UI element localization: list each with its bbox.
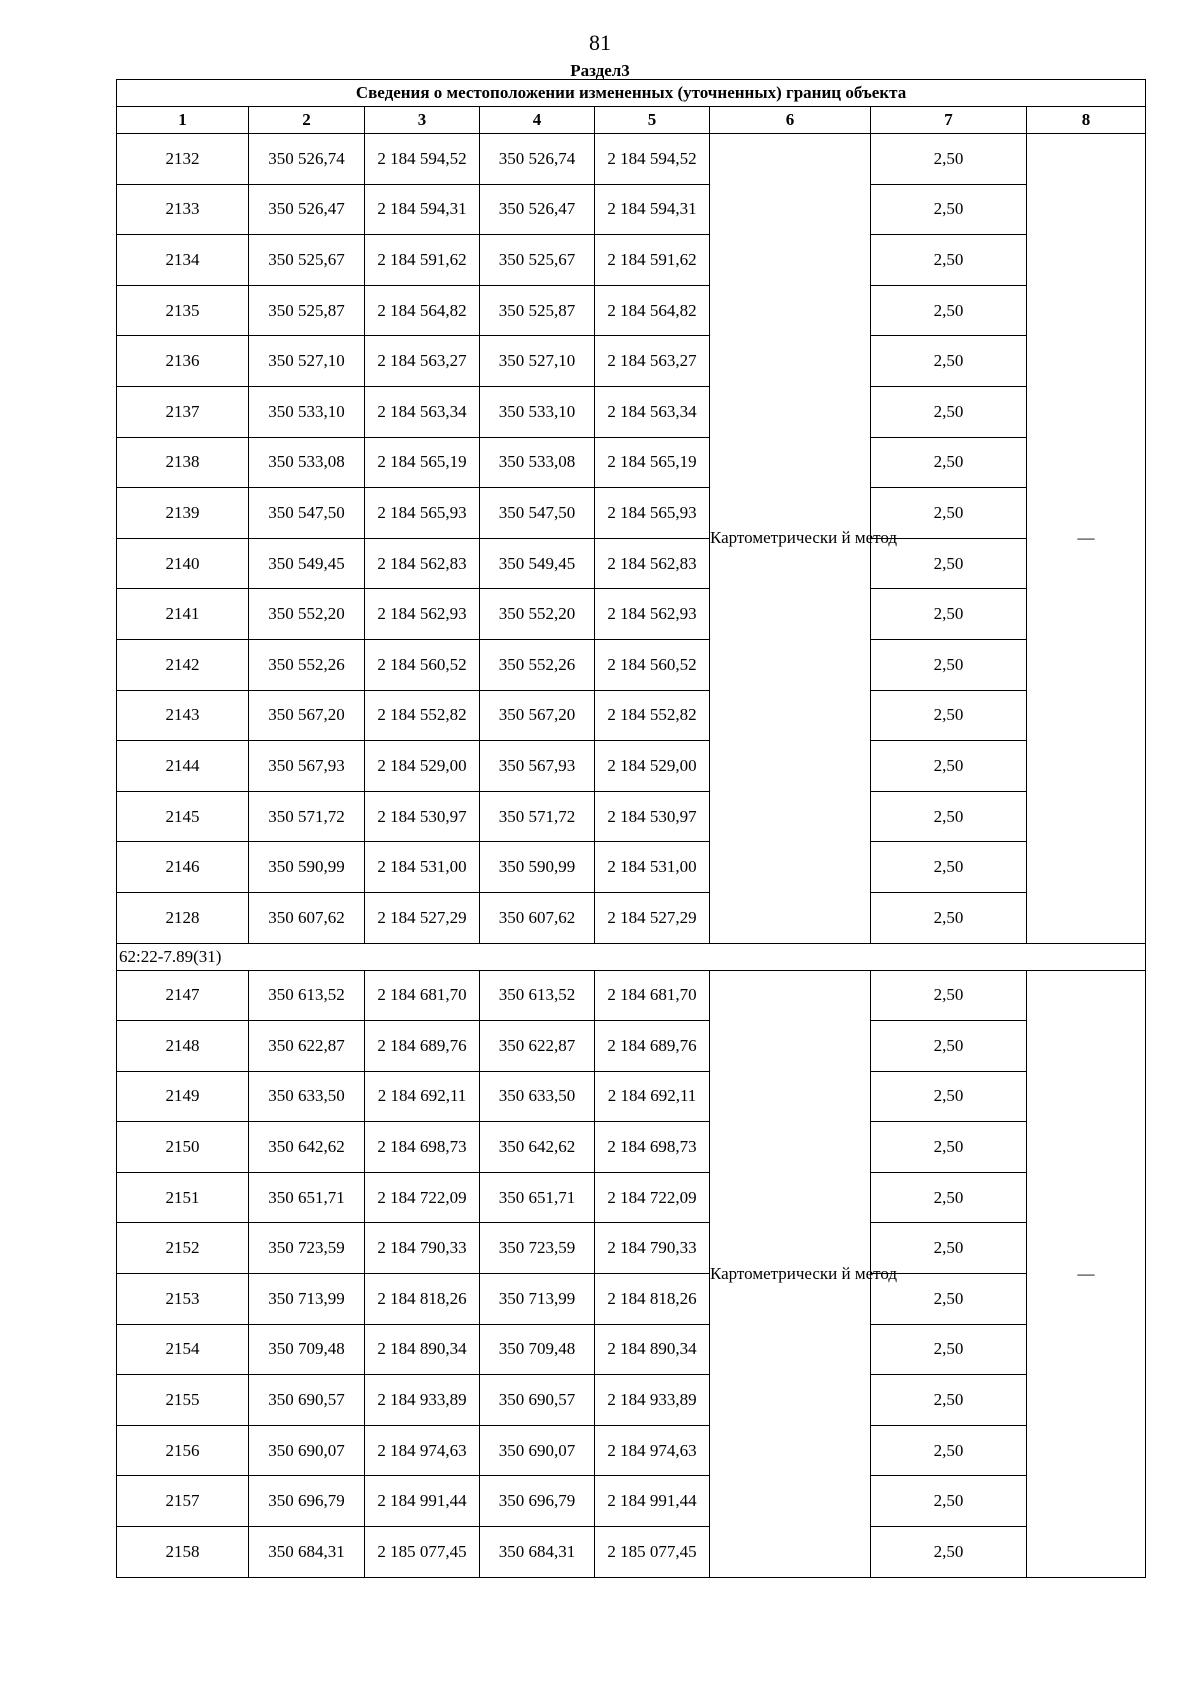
x-existing-cell: 350 622,87 bbox=[249, 1021, 365, 1072]
table-title-row bbox=[117, 80, 1146, 107]
point-number-cell: 2141 bbox=[117, 589, 249, 640]
point-number-cell: 2145 bbox=[117, 791, 249, 842]
accuracy-cell: 2,50 bbox=[871, 336, 1027, 387]
y-existing-cell: 2 184 563,34 bbox=[365, 386, 480, 437]
y-existing-cell: 2 184 531,00 bbox=[365, 842, 480, 893]
y-new-cell: 2 184 594,52 bbox=[595, 134, 710, 185]
x-new-cell: 350 713,99 bbox=[480, 1274, 595, 1325]
y-existing-cell: 2 184 594,52 bbox=[365, 134, 480, 185]
page-number: 81 bbox=[589, 30, 611, 55]
x-new-cell: 350 526,47 bbox=[480, 184, 595, 235]
x-existing-cell: 350 713,99 bbox=[249, 1274, 365, 1325]
table-row bbox=[117, 1324, 1146, 1375]
x-existing-cell: 350 684,31 bbox=[249, 1527, 365, 1578]
y-new-cell: 2 184 527,29 bbox=[595, 892, 710, 943]
x-new-cell: 350 525,67 bbox=[480, 235, 595, 286]
x-new-cell: 350 709,48 bbox=[480, 1324, 595, 1375]
accuracy-cell: 2,50 bbox=[871, 285, 1027, 336]
x-existing-cell: 350 642,62 bbox=[249, 1122, 365, 1173]
accuracy-cell: 2,50 bbox=[871, 1021, 1027, 1072]
section-title: Раздел3 bbox=[570, 61, 630, 80]
accuracy-cell: 2,50 bbox=[871, 1425, 1027, 1476]
point-number-cell: 2139 bbox=[117, 488, 249, 539]
point-number-cell: 2134 bbox=[117, 235, 249, 286]
accuracy-cell: 2,50 bbox=[871, 1122, 1027, 1173]
table-row bbox=[117, 1122, 1146, 1173]
point-number-cell: 2157 bbox=[117, 1476, 249, 1527]
x-existing-cell: 350 607,62 bbox=[249, 892, 365, 943]
y-existing-cell: 2 184 974,63 bbox=[365, 1425, 480, 1476]
x-existing-cell: 350 552,26 bbox=[249, 639, 365, 690]
method-cell: Картометрически й метод bbox=[710, 134, 871, 944]
x-new-cell: 350 690,07 bbox=[480, 1425, 595, 1476]
x-existing-cell: 350 590,99 bbox=[249, 842, 365, 893]
x-new-cell: 350 552,20 bbox=[480, 589, 595, 640]
x-new-cell: 350 571,72 bbox=[480, 791, 595, 842]
y-new-cell: 2 184 790,33 bbox=[595, 1223, 710, 1274]
x-new-cell: 350 690,57 bbox=[480, 1375, 595, 1426]
x-existing-cell: 350 547,50 bbox=[249, 488, 365, 539]
x-new-cell: 350 567,20 bbox=[480, 690, 595, 741]
table-row bbox=[117, 1375, 1146, 1426]
y-new-cell: 2 184 564,82 bbox=[595, 285, 710, 336]
x-existing-cell: 350 690,57 bbox=[249, 1375, 365, 1426]
y-new-cell: 2 184 818,26 bbox=[595, 1274, 710, 1325]
table-row bbox=[117, 589, 1146, 640]
x-existing-cell: 350 696,79 bbox=[249, 1476, 365, 1527]
accuracy-cell: 2,50 bbox=[871, 437, 1027, 488]
y-existing-cell: 2 184 527,29 bbox=[365, 892, 480, 943]
y-new-cell: 2 184 531,00 bbox=[595, 842, 710, 893]
point-number-cell: 2142 bbox=[117, 639, 249, 690]
accuracy-cell: 2,50 bbox=[871, 842, 1027, 893]
x-new-cell: 350 549,45 bbox=[480, 538, 595, 589]
column-8-cell: — bbox=[1027, 970, 1146, 1577]
x-new-cell: 350 552,26 bbox=[480, 639, 595, 690]
point-number-cell: 2151 bbox=[117, 1172, 249, 1223]
table-row bbox=[117, 1021, 1146, 1072]
x-new-cell: 350 684,31 bbox=[480, 1527, 595, 1578]
accuracy-cell: 2,50 bbox=[871, 1527, 1027, 1578]
y-new-cell: 2 184 565,19 bbox=[595, 437, 710, 488]
boundary-coordinates-table bbox=[116, 79, 1146, 1578]
y-new-cell: 2 184 529,00 bbox=[595, 741, 710, 792]
y-existing-cell: 2 184 591,62 bbox=[365, 235, 480, 286]
column-number: 6 bbox=[710, 107, 871, 134]
accuracy-cell: 2,50 bbox=[871, 1071, 1027, 1122]
table-row bbox=[117, 235, 1146, 286]
x-existing-cell: 350 527,10 bbox=[249, 336, 365, 387]
accuracy-cell: 2,50 bbox=[871, 1476, 1027, 1527]
x-existing-cell: 350 633,50 bbox=[249, 1071, 365, 1122]
x-existing-cell: 350 533,10 bbox=[249, 386, 365, 437]
point-number-cell: 2155 bbox=[117, 1375, 249, 1426]
point-number-cell: 2153 bbox=[117, 1274, 249, 1325]
x-existing-cell: 350 552,20 bbox=[249, 589, 365, 640]
point-number-cell: 2158 bbox=[117, 1527, 249, 1578]
column-number: 2 bbox=[249, 107, 365, 134]
x-existing-cell: 350 567,93 bbox=[249, 741, 365, 792]
point-number-cell: 2143 bbox=[117, 690, 249, 741]
point-number-cell: 2144 bbox=[117, 741, 249, 792]
x-new-cell: 350 696,79 bbox=[480, 1476, 595, 1527]
accuracy-cell: 2,50 bbox=[871, 690, 1027, 741]
y-existing-cell: 2 184 681,70 bbox=[365, 970, 480, 1021]
accuracy-cell: 2,50 bbox=[871, 235, 1027, 286]
table-row bbox=[117, 1527, 1146, 1578]
column-8-cell: — bbox=[1027, 134, 1146, 944]
table-row bbox=[117, 1223, 1146, 1274]
y-existing-cell: 2 184 890,34 bbox=[365, 1324, 480, 1375]
y-new-cell: 2 184 689,76 bbox=[595, 1021, 710, 1072]
table-row bbox=[117, 1172, 1146, 1223]
table-title: Сведения о местоположении измененных (уточненных) границ объекта bbox=[117, 80, 1146, 107]
x-existing-cell: 350 549,45 bbox=[249, 538, 365, 589]
x-existing-cell: 350 709,48 bbox=[249, 1324, 365, 1375]
table-row bbox=[117, 538, 1146, 589]
table-row bbox=[117, 386, 1146, 437]
point-number-cell: 2147 bbox=[117, 970, 249, 1021]
y-new-cell: 2 184 565,93 bbox=[595, 488, 710, 539]
table-row bbox=[117, 639, 1146, 690]
table-row bbox=[117, 842, 1146, 893]
point-number-cell: 2138 bbox=[117, 437, 249, 488]
y-existing-cell: 2 184 564,82 bbox=[365, 285, 480, 336]
y-existing-cell: 2 184 552,82 bbox=[365, 690, 480, 741]
x-existing-cell: 350 525,67 bbox=[249, 235, 365, 286]
y-existing-cell: 2 184 722,09 bbox=[365, 1172, 480, 1223]
table-row bbox=[117, 285, 1146, 336]
y-new-cell: 2 184 563,27 bbox=[595, 336, 710, 387]
table-row bbox=[117, 1476, 1146, 1527]
y-existing-cell: 2 184 563,27 bbox=[365, 336, 480, 387]
x-new-cell: 350 526,74 bbox=[480, 134, 595, 185]
point-number-cell: 2154 bbox=[117, 1324, 249, 1375]
table-row bbox=[117, 134, 1146, 185]
table-row bbox=[117, 1425, 1146, 1476]
accuracy-cell: 2,50 bbox=[871, 970, 1027, 1021]
x-new-cell: 350 613,52 bbox=[480, 970, 595, 1021]
x-new-cell: 350 607,62 bbox=[480, 892, 595, 943]
column-number: 3 bbox=[365, 107, 480, 134]
accuracy-cell: 2,50 bbox=[871, 589, 1027, 640]
column-number: 1 bbox=[117, 107, 249, 134]
x-existing-cell: 350 526,74 bbox=[249, 134, 365, 185]
accuracy-cell: 2,50 bbox=[871, 1223, 1027, 1274]
table-row bbox=[117, 1071, 1146, 1122]
x-new-cell: 350 525,87 bbox=[480, 285, 595, 336]
y-new-cell: 2 184 933,89 bbox=[595, 1375, 710, 1426]
point-number-cell: 2152 bbox=[117, 1223, 249, 1274]
point-number-cell: 2135 bbox=[117, 285, 249, 336]
y-existing-cell: 2 184 565,93 bbox=[365, 488, 480, 539]
table-row bbox=[117, 970, 1146, 1021]
accuracy-cell: 2,50 bbox=[871, 639, 1027, 690]
y-existing-cell: 2 184 818,26 bbox=[365, 1274, 480, 1325]
y-new-cell: 2 184 594,31 bbox=[595, 184, 710, 235]
y-existing-cell: 2 184 933,89 bbox=[365, 1375, 480, 1426]
x-existing-cell: 350 723,59 bbox=[249, 1223, 365, 1274]
point-number-cell: 2132 bbox=[117, 134, 249, 185]
x-new-cell: 350 633,50 bbox=[480, 1071, 595, 1122]
parcel-group-row bbox=[117, 943, 1146, 970]
y-new-cell: 2 184 562,83 bbox=[595, 538, 710, 589]
y-new-cell: 2 184 530,97 bbox=[595, 791, 710, 842]
y-new-cell: 2 184 722,09 bbox=[595, 1172, 710, 1223]
x-existing-cell: 350 571,72 bbox=[249, 791, 365, 842]
table-row bbox=[117, 437, 1146, 488]
x-new-cell: 350 642,62 bbox=[480, 1122, 595, 1173]
point-number-cell: 2140 bbox=[117, 538, 249, 589]
point-number-cell: 2133 bbox=[117, 184, 249, 235]
x-new-cell: 350 651,71 bbox=[480, 1172, 595, 1223]
y-new-cell: 2 184 560,52 bbox=[595, 639, 710, 690]
x-existing-cell: 350 651,71 bbox=[249, 1172, 365, 1223]
x-new-cell: 350 622,87 bbox=[480, 1021, 595, 1072]
y-new-cell: 2 184 562,93 bbox=[595, 589, 710, 640]
x-new-cell: 350 533,10 bbox=[480, 386, 595, 437]
accuracy-cell: 2,50 bbox=[871, 741, 1027, 792]
x-existing-cell: 350 525,87 bbox=[249, 285, 365, 336]
y-new-cell: 2 184 552,82 bbox=[595, 690, 710, 741]
column-number-row bbox=[117, 107, 1146, 134]
table-row bbox=[117, 488, 1146, 539]
table-row bbox=[117, 892, 1146, 943]
x-new-cell: 350 590,99 bbox=[480, 842, 595, 893]
accuracy-cell: 2,50 bbox=[871, 892, 1027, 943]
y-existing-cell: 2 185 077,45 bbox=[365, 1527, 480, 1578]
accuracy-cell: 2,50 bbox=[871, 1172, 1027, 1223]
y-new-cell: 2 184 681,70 bbox=[595, 970, 710, 1021]
x-new-cell: 350 533,08 bbox=[480, 437, 595, 488]
table-row bbox=[117, 791, 1146, 842]
y-existing-cell: 2 184 565,19 bbox=[365, 437, 480, 488]
table-row bbox=[117, 1274, 1146, 1325]
accuracy-cell: 2,50 bbox=[871, 791, 1027, 842]
y-existing-cell: 2 184 562,83 bbox=[365, 538, 480, 589]
table-row bbox=[117, 741, 1146, 792]
table-row bbox=[117, 690, 1146, 741]
accuracy-cell: 2,50 bbox=[871, 538, 1027, 589]
point-number-cell: 2137 bbox=[117, 386, 249, 437]
column-number: 7 bbox=[871, 107, 1027, 134]
y-existing-cell: 2 184 529,00 bbox=[365, 741, 480, 792]
x-existing-cell: 350 690,07 bbox=[249, 1425, 365, 1476]
point-number-cell: 2146 bbox=[117, 842, 249, 893]
x-existing-cell: 350 533,08 bbox=[249, 437, 365, 488]
x-new-cell: 350 547,50 bbox=[480, 488, 595, 539]
parcel-group-label: 62:22-7.89(31) bbox=[117, 943, 1146, 970]
accuracy-cell: 2,50 bbox=[871, 488, 1027, 539]
table-row bbox=[117, 184, 1146, 235]
accuracy-cell: 2,50 bbox=[871, 1274, 1027, 1325]
column-number: 8 bbox=[1027, 107, 1146, 134]
y-new-cell: 2 184 692,11 bbox=[595, 1071, 710, 1122]
point-number-cell: 2150 bbox=[117, 1122, 249, 1173]
x-new-cell: 350 567,93 bbox=[480, 741, 595, 792]
y-existing-cell: 2 184 594,31 bbox=[365, 184, 480, 235]
point-number-cell: 2149 bbox=[117, 1071, 249, 1122]
x-existing-cell: 350 613,52 bbox=[249, 970, 365, 1021]
y-new-cell: 2 184 563,34 bbox=[595, 386, 710, 437]
y-existing-cell: 2 184 991,44 bbox=[365, 1476, 480, 1527]
accuracy-cell: 2,50 bbox=[871, 1375, 1027, 1426]
y-existing-cell: 2 184 698,73 bbox=[365, 1122, 480, 1173]
table-row bbox=[117, 336, 1146, 387]
x-existing-cell: 350 567,20 bbox=[249, 690, 365, 741]
accuracy-cell: 2,50 bbox=[871, 386, 1027, 437]
x-new-cell: 350 723,59 bbox=[480, 1223, 595, 1274]
accuracy-cell: 2,50 bbox=[871, 134, 1027, 185]
y-new-cell: 2 184 991,44 bbox=[595, 1476, 710, 1527]
y-existing-cell: 2 184 562,93 bbox=[365, 589, 480, 640]
y-existing-cell: 2 184 790,33 bbox=[365, 1223, 480, 1274]
y-new-cell: 2 184 974,63 bbox=[595, 1425, 710, 1476]
x-new-cell: 350 527,10 bbox=[480, 336, 595, 387]
accuracy-cell: 2,50 bbox=[871, 1324, 1027, 1375]
point-number-cell: 2156 bbox=[117, 1425, 249, 1476]
point-number-cell: 2148 bbox=[117, 1021, 249, 1072]
method-cell: Картометрически й метод bbox=[710, 970, 871, 1577]
accuracy-cell: 2,50 bbox=[871, 184, 1027, 235]
y-new-cell: 2 184 890,34 bbox=[595, 1324, 710, 1375]
y-new-cell: 2 184 591,62 bbox=[595, 235, 710, 286]
y-existing-cell: 2 184 689,76 bbox=[365, 1021, 480, 1072]
x-existing-cell: 350 526,47 bbox=[249, 184, 365, 235]
y-new-cell: 2 185 077,45 bbox=[595, 1527, 710, 1578]
y-new-cell: 2 184 698,73 bbox=[595, 1122, 710, 1173]
point-number-cell: 2136 bbox=[117, 336, 249, 387]
y-existing-cell: 2 184 692,11 bbox=[365, 1071, 480, 1122]
table-body bbox=[117, 80, 1146, 1578]
y-existing-cell: 2 184 530,97 bbox=[365, 791, 480, 842]
point-number-cell: 2128 bbox=[117, 892, 249, 943]
column-number: 4 bbox=[480, 107, 595, 134]
y-existing-cell: 2 184 560,52 bbox=[365, 639, 480, 690]
column-number: 5 bbox=[595, 107, 710, 134]
